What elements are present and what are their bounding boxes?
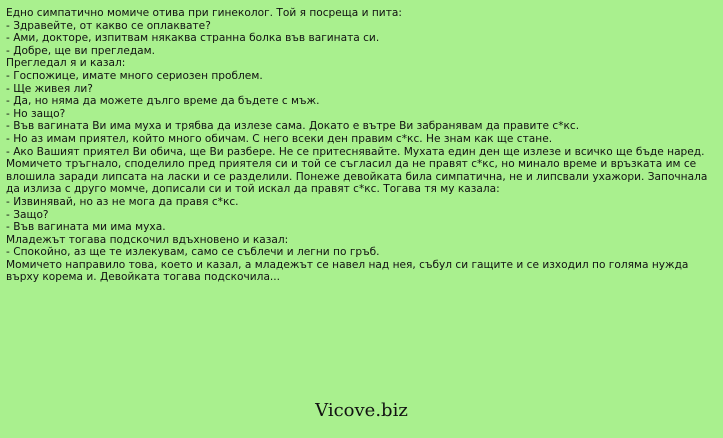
story-line: Едно симпатично момиче отива при гинеколог. Той я посреща и пита: [6, 7, 402, 19]
story-line: - Във вагината Ви има муха и трябва да излезе сама. Докато е вътре Ви забранявам да правите с*кс. [6, 120, 580, 133]
story-line: - Здравейте, от какво се оплаквате? [6, 19, 211, 32]
site-watermark: Vicove.biz [315, 400, 408, 421]
story-line: - Госпожице, имате много сериозен проблем. [6, 69, 263, 82]
story-line: - Извинявай, но аз не мога да правя с*кс. [6, 195, 239, 208]
story-line: - Да, но няма да можете дълго време да бъдете с мъж. [6, 95, 320, 108]
story-line: - Спокойно, аз ще те излекувам, само се съблечи и легни по гръб. [6, 246, 380, 259]
story-line: Прегледал я и казал: [6, 57, 126, 70]
story-line: - Добре, ще ви прегледам. [6, 44, 156, 57]
story-line: - Ако Вашият приятел Ви обича, ще Ви разбере. Не се притеснявайте. Мухата един ден ще излезе и всичко ще бъде наред. [6, 145, 705, 158]
joke-text [6, 7, 718, 284]
story-line: - Защо? [6, 208, 49, 221]
story-line: - Но аз имам приятел, който много обичам. С него всеки ден правим с*кс. Не знам как ще стане. [6, 132, 553, 145]
story-line: - Ще живея ли? [6, 82, 93, 95]
story-line: - Ами, докторе, изпитвам някаква странна болка във вагината си. [6, 32, 380, 45]
story-line: - Във вагината ми има муха. [6, 221, 166, 234]
story-line: Момичето тръгнало, споделило пред приятеля си и той се съгласил да не правят с*кс, но минало време и връзката им се влошила заради липсата на ласки и се разделили. Понеже девойката била симпатична, не и липсвали ухажори. Започнала да излиза с друго момче, дописали си и той искал да правят с*кс. Тогава тя му казала: [6, 158, 711, 196]
story-line: - Но защо? [6, 107, 66, 120]
story-line: Момичето направило това, което и казал, а младежът се навел над нея, събул си гащите и се изходил по голяма нужда върху корема и. Девойката тогава подскочила... [6, 258, 692, 284]
story-line: Младежът тогава подскочил вдъхновено и казал: [6, 233, 289, 246]
